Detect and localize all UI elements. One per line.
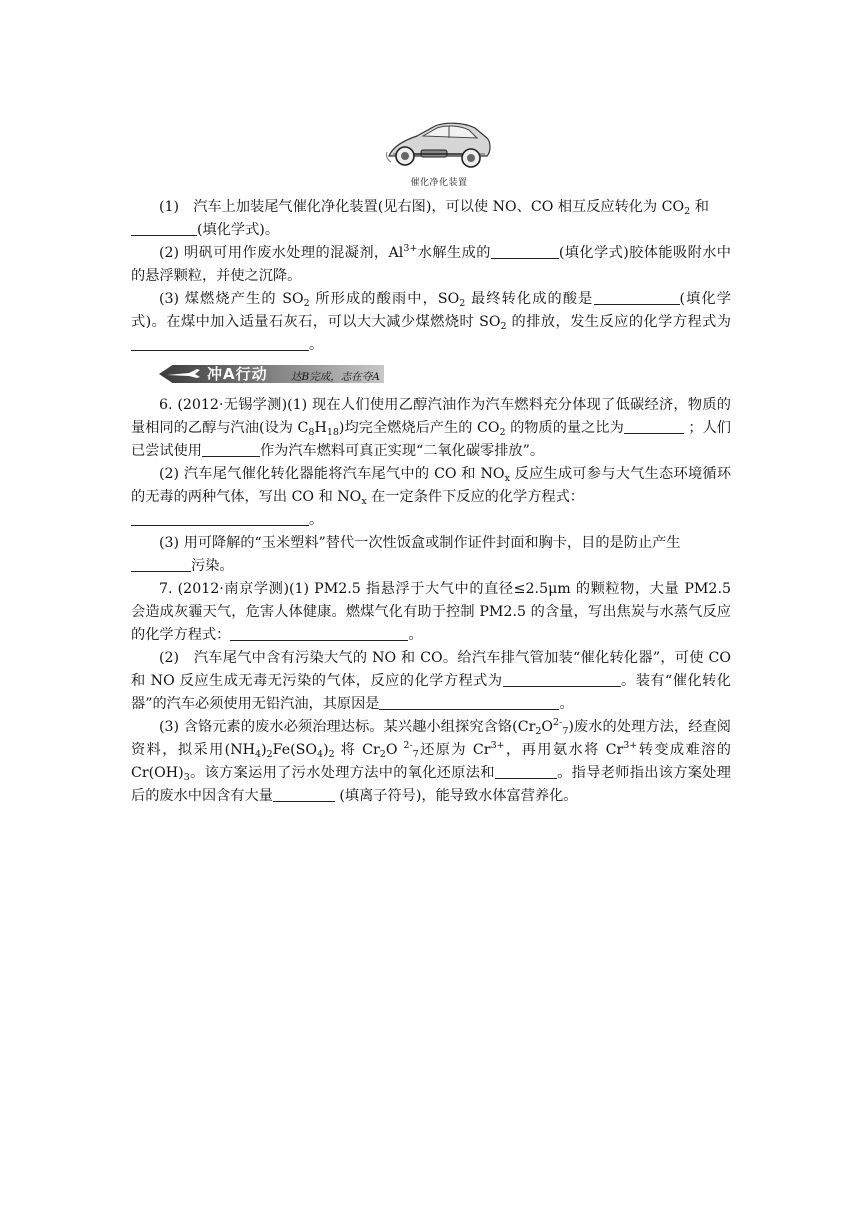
question-6-part-3: (3) 用可降解的“玉米塑料”替代一次性饭盒或制作证件封面和胸卡，目的是防止产生 污染。 — [131, 532, 731, 578]
answer-blank[interactable] — [273, 786, 335, 802]
answer-blank[interactable] — [202, 441, 260, 457]
question-a-part-3: (3) 煤燃烧产生的 $SO_2$ 所形成的酸雨中，$SO_2$ 最终转化成的酸是 (填化学式)。在煤中加入适量石灰石，可以大大减少煤燃烧时 $SO_2$ 的排放，发生反应的化学方程式为。 — [131, 291, 731, 353]
answer-blank[interactable] — [624, 418, 684, 434]
question-a-part-2: (2) 明矾可用作废水处理的混凝剂，$Al^{3+}$水解生成的 (填化学式)胶体能吸附水中的悬浮颗粒，并使之沉降。 — [131, 243, 731, 284]
section-banner — [159, 363, 384, 385]
answer-blank[interactable] — [594, 289, 680, 305]
answer-blank[interactable] — [131, 335, 309, 351]
answer-blank[interactable] — [131, 510, 309, 526]
banner-subtitle: 达B完成，志在夺A — [291, 371, 380, 383]
question-a-part-1: (1) 汽车上加装尾气催化净化装置(见右图)，可以使 NO、CO 相互反应转化为 $CO_2$ 和 (填化学式)。 — [131, 196, 731, 242]
catalytic-converter-figure — [383, 112, 495, 190]
jet-plane-icon — [167, 367, 201, 381]
figure-caption: 催化净化装置 — [410, 178, 468, 188]
answer-blank[interactable] — [503, 671, 621, 687]
question-7-part-3: (3) 含铬元素的废水必须治理达标。某兴趣小组探究含铬$(Cr_2O^{2-}_7)$废水的处理方法，经查阅资料，拟采用$(NH_4)_2Fe(SO_4)_2$ 将 $Cr_2O$ $^{2-}_7$还原为 $Cr^{3+}$，再用氨水将 $Cr^{3+}$转变成难溶的 $Cr(OH)_3$。该方案运用了污水处理方法中的氧化还原法和 。指导老师指出该方案处理后的废水中因含有大量 (填离子符号)，能导致水体富营养化。 — [131, 717, 731, 804]
document-body — [131, 196, 731, 808]
question-6-part-2: (2) 汽车尾气催化转化器能将汽车尾气中的 CO 和 $NO_x$ 反应生成可参与大气生态环境循环的无毒的两种气体，写出 CO 和 $NO_x$ 在一定条件下反应的化学方程式： 。 — [131, 466, 732, 528]
answer-blank[interactable] — [495, 763, 557, 779]
answer-blank[interactable] — [491, 243, 559, 259]
banner-title: 冲A行动 — [207, 365, 268, 383]
answer-blank[interactable] — [131, 556, 191, 572]
question-7-part-2: (2) 汽车尾气中含有污染大气的 NO 和 CO。给汽车排气管加装“催化转化器”，可使 CO 和 NO 反应生成无毒无污染的气体，反应的化学方程式为 。装有“催化转化器”的汽车必须使用无铅汽油，其原因是 。 — [131, 650, 731, 712]
question-6-part-1: 6. (2012·无锡学测)(1) 现在人们使用乙醇汽油作为汽车燃料充分体现了低碳经济，物质的量相同的乙醇与汽油(设为 $C_8H_{18}$)均完全燃烧后产生的 $CO_2$ 的物质的量之比为 ；人们已尝试使用 作为汽车燃料可真正实现“二氧化碳零排放”。 — [131, 397, 731, 459]
answer-blank[interactable] — [230, 625, 408, 641]
answer-blank[interactable] — [379, 694, 559, 710]
answer-blank[interactable] — [131, 220, 197, 236]
question-7-part-1: 7. (2012·南京学测)(1) PM2.5 指悬浮于大气中的直径≤2.5μm 的颗粒物，大量 PM2.5 会造成灰霾天气，危害人体健康。燃煤气化有助于控制 PM2.5 的含量，写出焦炭与水蒸气反应的化学方程式： 。 — [131, 581, 731, 643]
